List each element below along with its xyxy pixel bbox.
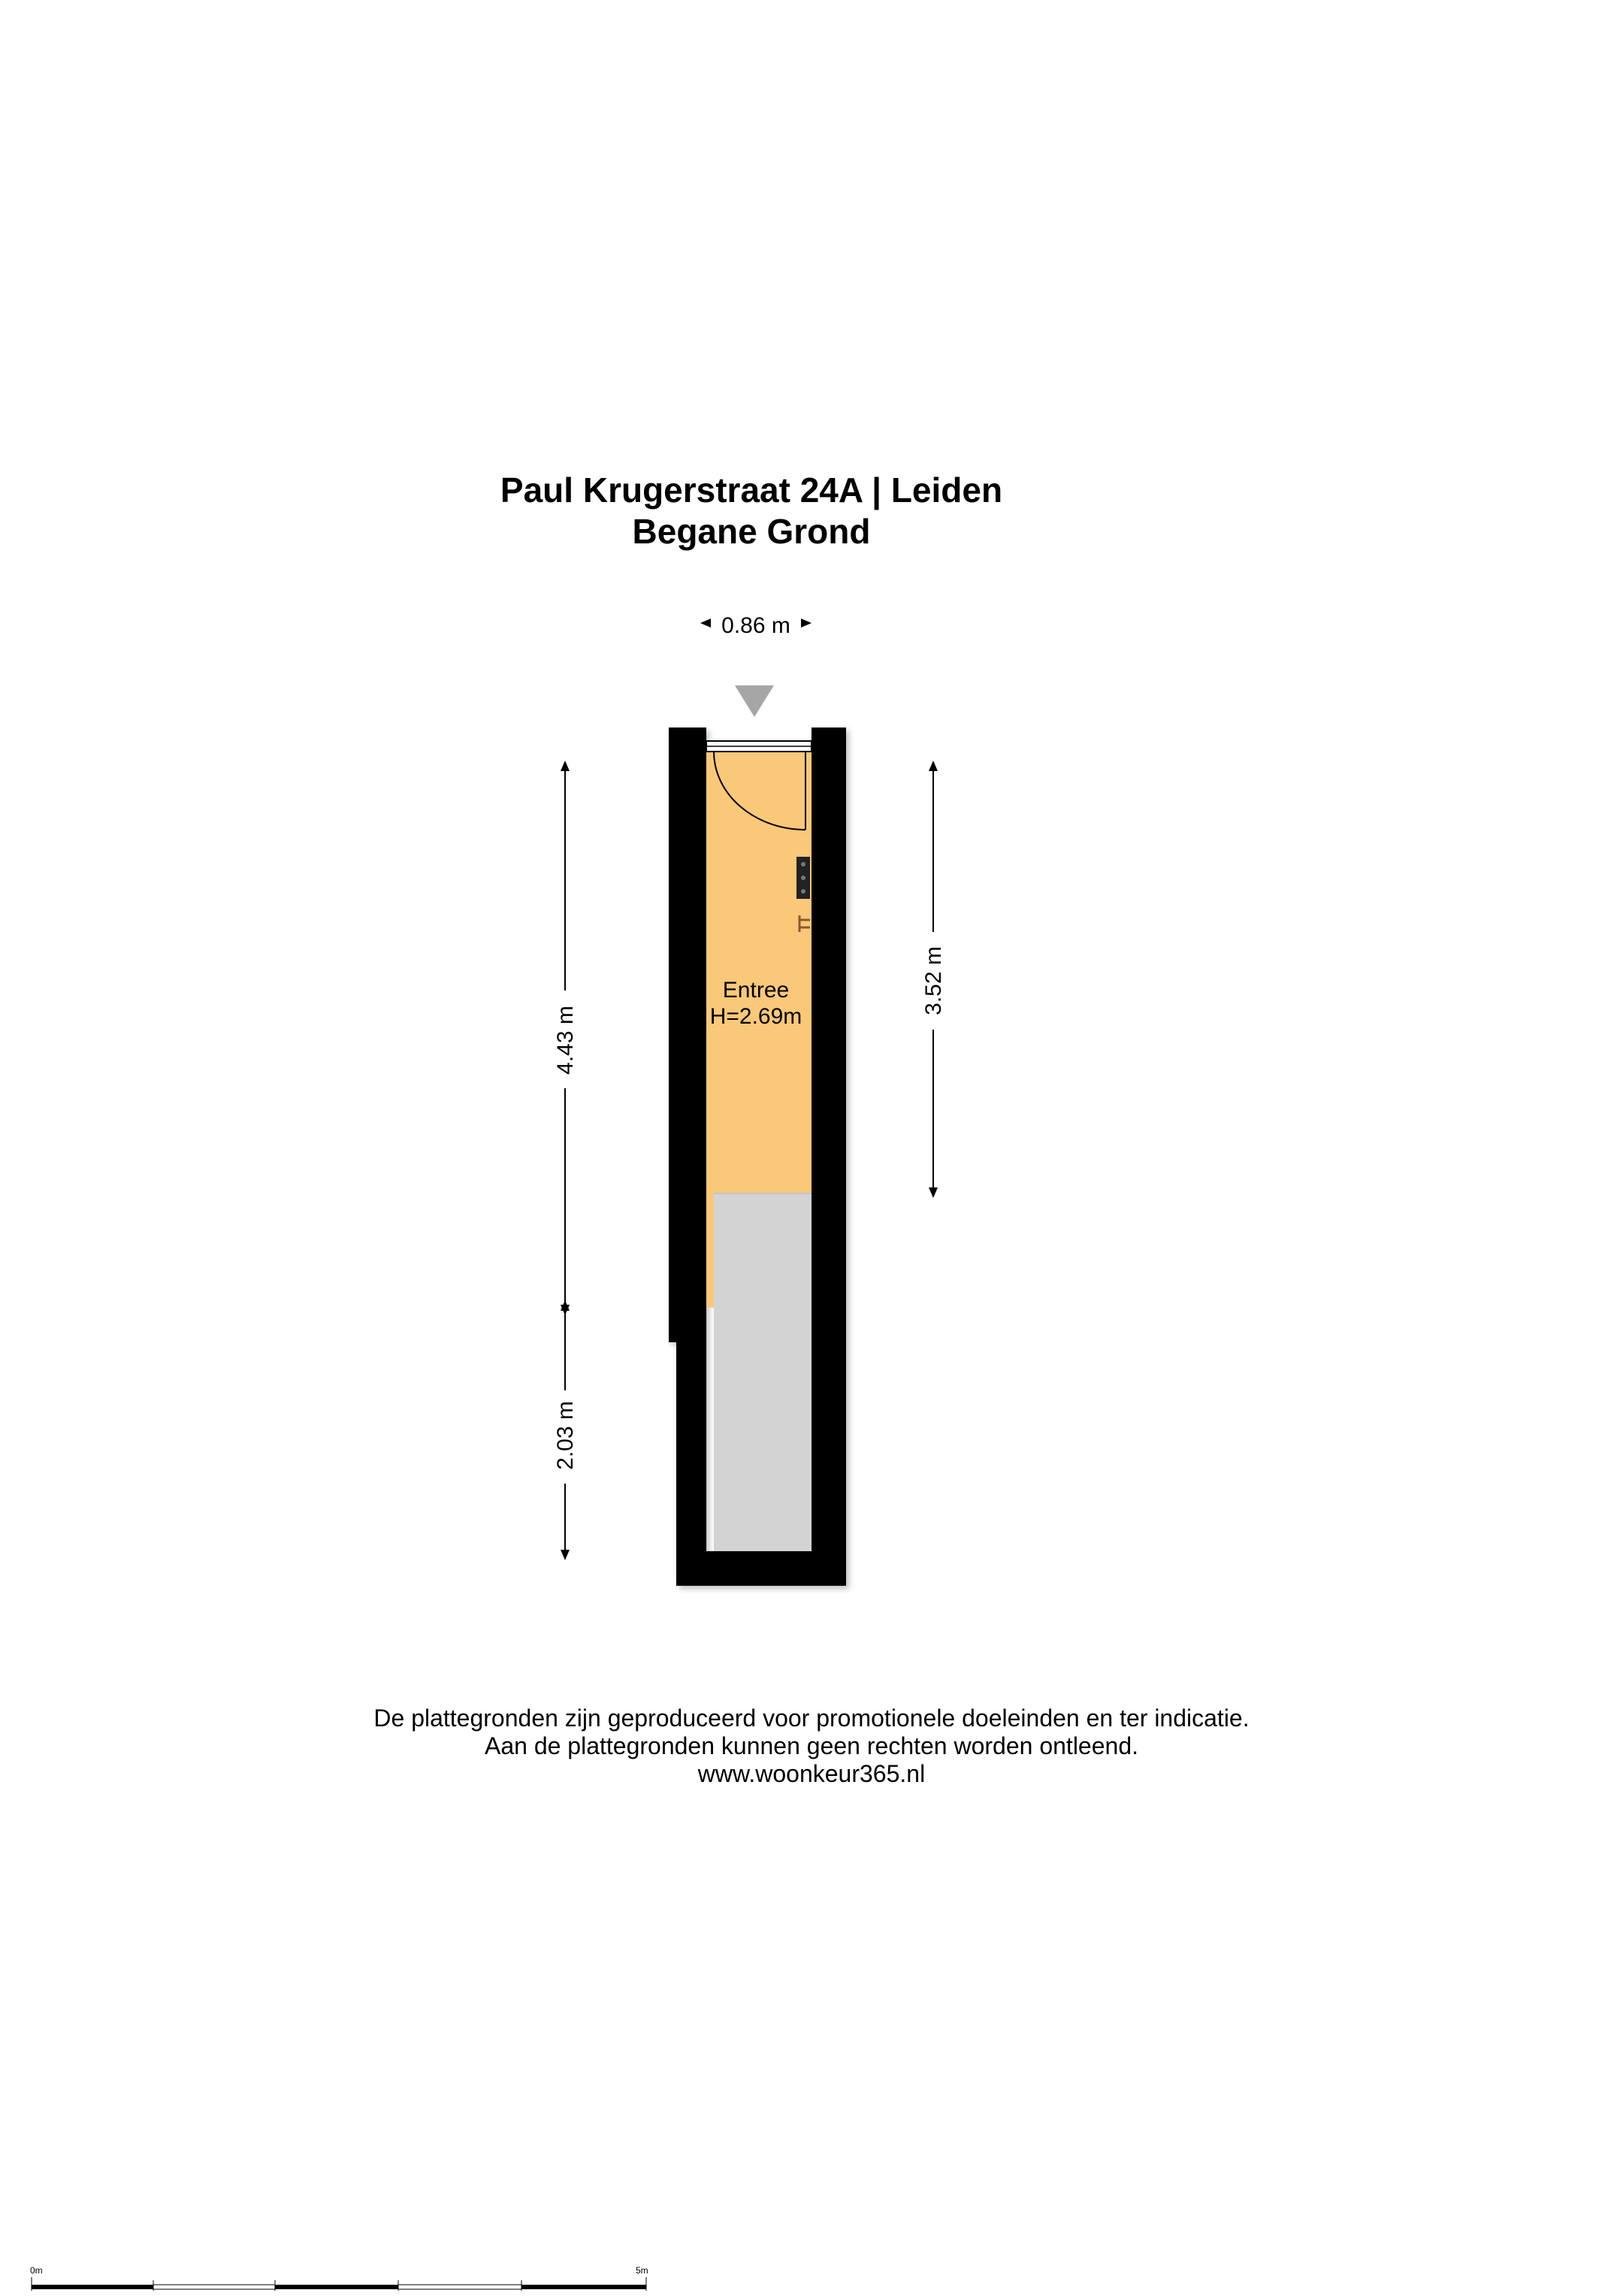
room-name: Entree	[722, 978, 790, 1003]
address-title: Paul Krugerstraat 24A | Leiden	[500, 470, 1003, 510]
dimension-left-upper	[553, 761, 578, 1315]
dimension-left-lower	[553, 1300, 578, 1560]
staircase-icon	[714, 1193, 812, 1551]
dimension-top-label: 0.86 m	[721, 613, 790, 638]
website-link[interactable]: www.woonkeur365.nl	[697, 1760, 926, 1787]
scale-bar	[30, 2265, 648, 2291]
dimension-right	[921, 761, 946, 1198]
floor-title: Begane Grond	[632, 512, 871, 551]
entry-arrow-icon	[735, 685, 774, 717]
dimension-top	[700, 613, 812, 638]
scale-bar-start-label: 0m	[30, 2265, 43, 2276]
dimension-left-upper-label: 4.43 m	[553, 1006, 578, 1075]
scale-bar-end-label: 5m	[636, 2265, 648, 2276]
disclaimer-line-1: De plattegronden zijn geproduceerd voor promotionele doeleinden en ter indicatie.	[373, 1705, 1250, 1732]
room-height: H=2.69m	[709, 1004, 802, 1029]
radiator-icon	[796, 857, 810, 899]
dimension-left-lower-label: 2.03 m	[553, 1401, 578, 1470]
door-threshold	[706, 741, 812, 752]
disclaimer-line-2: Aan de plattegronden kunnen geen rechten worden ontleend.	[484, 1732, 1138, 1759]
dimension-right-label: 3.52 m	[921, 946, 946, 1015]
